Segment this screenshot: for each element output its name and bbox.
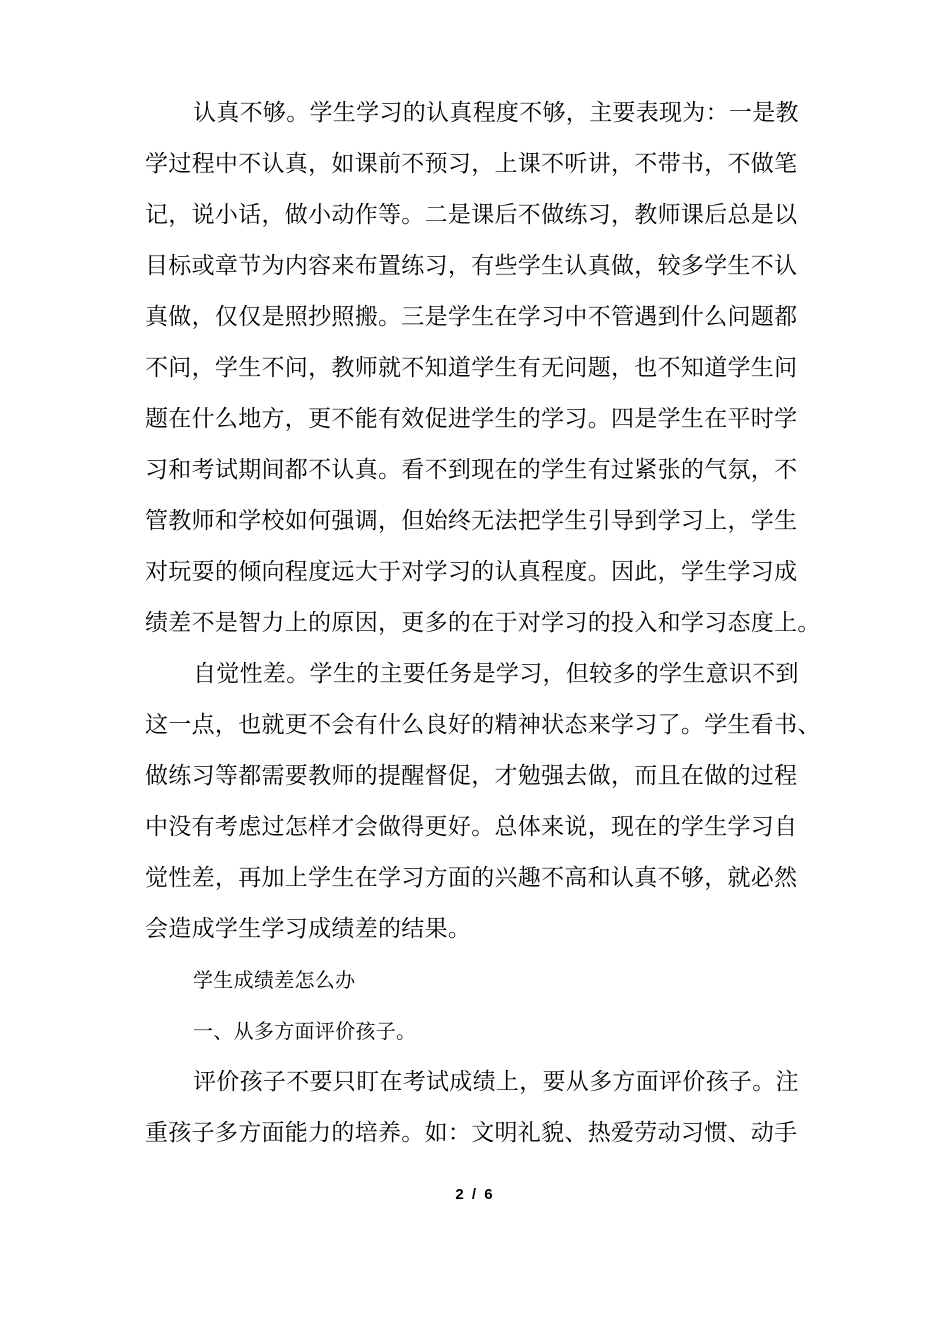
paragraph-line: 会造成学生学习成绩差的结果。 [145, 916, 472, 942]
section-heading: 学生成绩差怎么办 [193, 968, 356, 992]
paragraph-line: 记，说小话，做小动作等。二是课后不做练习，教师课后总是以 [145, 202, 798, 228]
paragraph-line: 不问，学生不问，教师就不知道学生有无问题，也不知道学生问 [145, 355, 798, 381]
document-body [145, 88, 825, 1159]
paragraph-line: 学过程中不认真，如课前不预习，上课不听讲，不带书，不做笔 [145, 151, 798, 177]
paragraph-line: 绩差不是智力上的原因，更多的在于对学习的投入和学习态度上。 [145, 610, 821, 636]
paragraph-line: 觉性差，再加上学生在学习方面的兴趣不高和认真不够，就必然 [145, 865, 798, 891]
paragraph-line: 重孩子多方面能力的培养。如：文明礼貌、热爱劳动习惯、动手 [145, 1120, 798, 1146]
paragraph-line: 对玩耍的倾向程度远大于对学习的认真程度。因此，学生学习成 [145, 559, 798, 585]
paragraph-line: 这一点，也就更不会有什么良好的精神状态来学习了。学生看书、 [145, 712, 821, 738]
paragraph-line: 认真不够。学生学习的认真程度不够，主要表现为：一是教 [193, 100, 799, 126]
paragraph-line: 评价孩子不要只盯在考试成绩上，要从多方面评价孩子。注 [193, 1069, 799, 1095]
paragraph-line: 做练习等都需要教师的提醒督促，才勉强去做，而且在做的过程 [145, 763, 798, 789]
paragraph-line: 目标或章节为内容来布置练习，有些学生认真做，较多学生不认 [145, 253, 798, 279]
paragraph-line: 自觉性差。学生的主要任务是学习，但较多的学生意识不到 [193, 661, 799, 687]
page-number: 2 / 6 [455, 1186, 495, 1203]
paragraph-line: 管教师和学校如何强调，但始终无法把学生引导到学习上，学生 [145, 508, 798, 534]
paragraph-line: 习和考试期间都不认真。看不到现在的学生有过紧张的气氛，不 [145, 457, 798, 483]
paragraph-line: 题在什么地方，更不能有效促进学生的学习。四是学生在平时学 [145, 406, 798, 432]
paragraph-line: 中没有考虑过怎样才会做得更好。总体来说，现在的学生学习自 [145, 814, 798, 840]
paragraph-line: 真做，仅仅是照抄照搬。三是学生在学习中不管遇到什么问题都 [145, 304, 798, 330]
subsection-heading: 一、从多方面评价孩子。 [193, 1019, 417, 1043]
